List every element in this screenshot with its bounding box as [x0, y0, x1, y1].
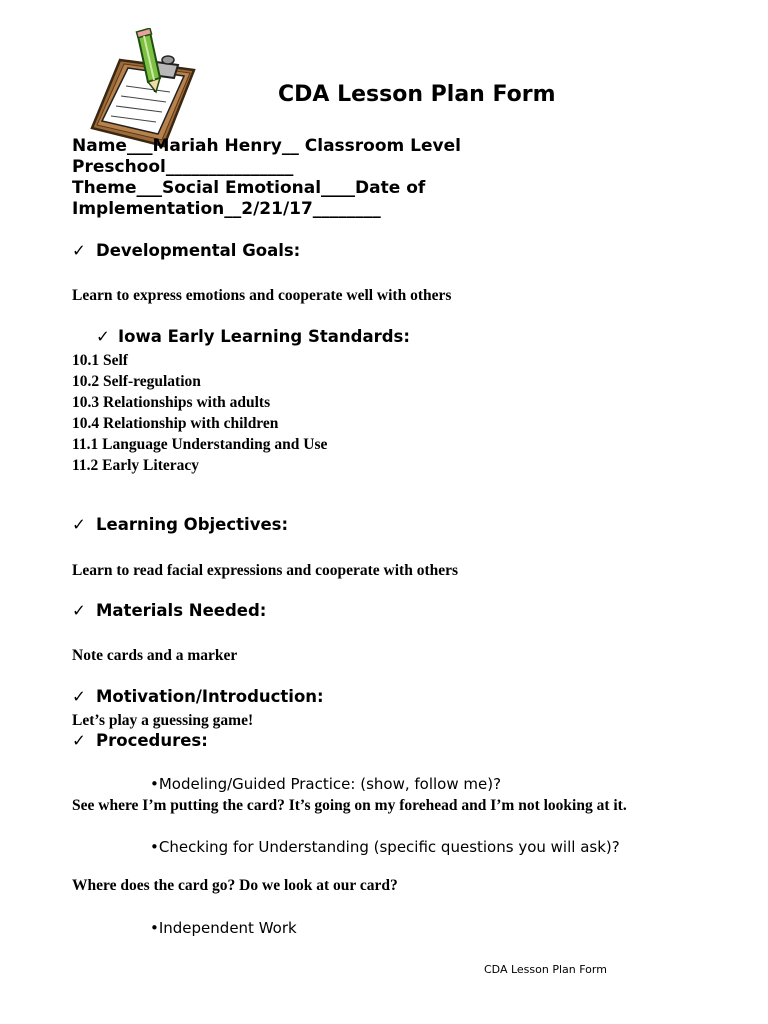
checking-text: Where does the card go? Do we look at our card? — [72, 877, 398, 894]
materials-label: Materials Needed: — [96, 601, 267, 620]
developmental-goals-heading — [72, 241, 300, 260]
check-icon: ✓ — [96, 327, 110, 346]
check-icon: ✓ — [72, 687, 86, 706]
check-icon: ✓ — [72, 601, 86, 620]
standards-list — [72, 350, 327, 476]
procedures-heading — [72, 731, 208, 750]
theme-date-line: Theme___Social Emotional____Date of — [72, 178, 426, 198]
modeling-label: Modeling/Guided Practice: (show, follow me)? — [158, 775, 502, 793]
page-footer: CDA Lesson Plan Form — [484, 963, 607, 976]
materials-heading — [72, 601, 266, 620]
independent-bullet — [150, 919, 297, 937]
list-item: 10.3 Relationships with adults — [72, 394, 271, 411]
bullet-icon: • — [150, 775, 159, 793]
clipboard-pencil-icon — [86, 28, 206, 153]
motivation-heading — [72, 687, 324, 706]
check-icon: ✓ — [72, 241, 86, 260]
learning-objectives-heading — [72, 515, 288, 534]
page-title: CDA Lesson Plan Form — [278, 82, 556, 107]
bullet-icon: • — [150, 838, 159, 856]
iowa-standards-label: Iowa Early Learning Standards: — [118, 327, 410, 346]
list-item: 10.2 Self-regulation — [72, 373, 201, 390]
name-level-line: Name___Mariah Henry__ Classroom Level — [72, 136, 461, 156]
learning-objectives-label: Learning Objectives: — [96, 515, 289, 534]
modeling-text: See where I’m putting the card? It’s going on my forehead and I’m not looking at it. — [72, 797, 627, 814]
materials-text: Note cards and a marker — [72, 647, 238, 664]
procedures-label: Procedures: — [96, 731, 208, 750]
developmental-goals-text: Learn to express emotions and cooperate well with others — [72, 287, 452, 304]
modeling-bullet — [150, 775, 501, 793]
check-icon: ✓ — [72, 731, 86, 750]
list-item: 10.1 Self — [72, 352, 128, 369]
classroom-level-line: Preschool_______________ — [72, 157, 294, 177]
motivation-text: Let’s play a guessing game! — [72, 712, 254, 729]
implementation-date-line: Implementation__2/21/17________ — [72, 199, 381, 219]
iowa-standards-heading — [96, 327, 410, 346]
independent-label: Independent Work — [158, 919, 297, 937]
learning-objectives-text: Learn to read facial expressions and cooperate with others — [72, 562, 459, 579]
developmental-goals-label: Developmental Goals: — [96, 241, 301, 260]
bullet-icon: • — [150, 919, 159, 937]
check-icon: ✓ — [72, 515, 86, 534]
list-item: 11.1 Language Understanding and Use — [72, 436, 328, 453]
checking-label: Checking for Understanding (specific questions you will ask)? — [158, 838, 620, 856]
list-item: 10.4 Relationship with children — [72, 415, 279, 432]
list-item: 11.2 Early Literacy — [72, 457, 199, 474]
motivation-label: Motivation/Introduction: — [96, 687, 324, 706]
checking-bullet — [150, 838, 620, 856]
